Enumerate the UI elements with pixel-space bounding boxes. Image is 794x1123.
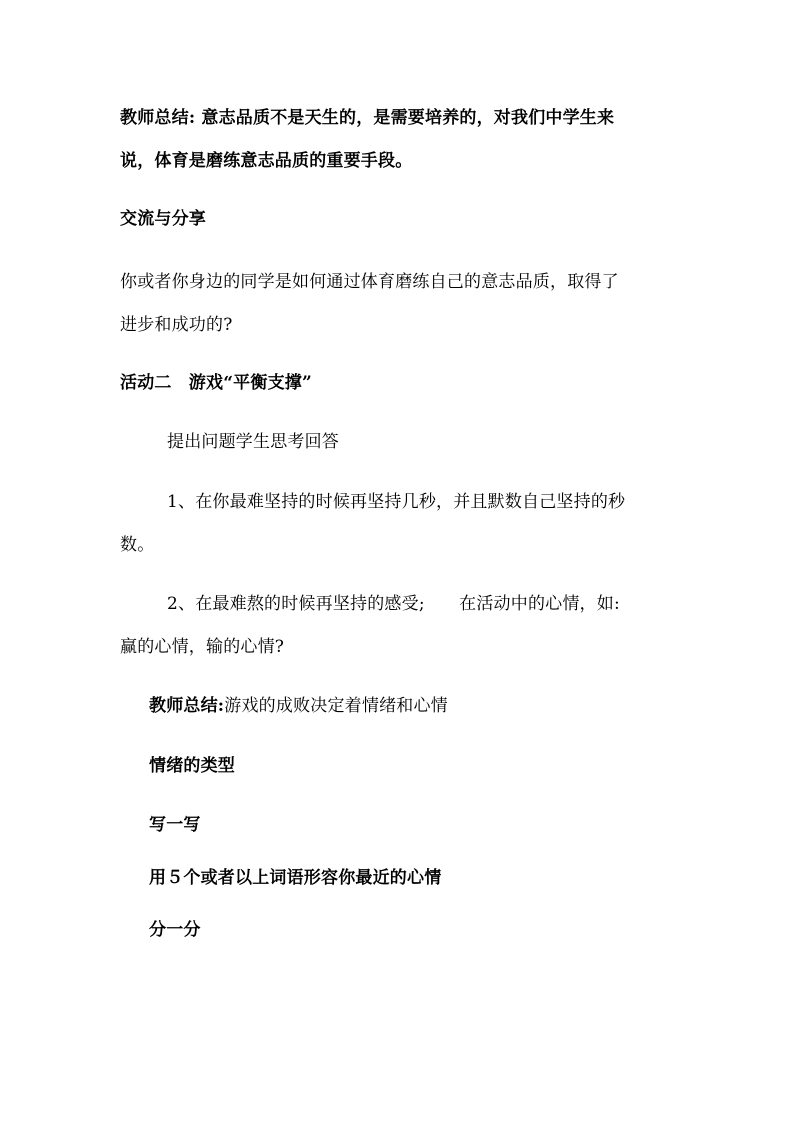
exchange-question-line-2: 进步和成功的? [120, 315, 233, 335]
teacher-summary-line-1 [120, 108, 614, 128]
write-heading: 写一写 [149, 815, 201, 835]
exchange-question-line-1: 你或者你身边的同学是如何通过体育磨练自己的意志品质，取得了 [120, 272, 619, 292]
teacher-summary-line-2: 说，体育是磨练意志品质的重要手段。 [120, 151, 413, 171]
teacher-summary-text: : 意志品质不是天生的，是需要培养的，对我们中学生来 [188, 108, 615, 128]
emotion-types-heading: 情绪的类型 [149, 756, 235, 776]
question-1-line-1: 1、在你最难坚持的时候再坚持几秒，并且默数自己坚持的秒 [167, 492, 626, 512]
teacher-summary-label: 教师总结 [120, 108, 189, 128]
teacher-summary-2 [149, 696, 448, 716]
question-2-line-1: 2、在最难熬的时候再坚持的感受; 在活动中的心情，如: [167, 594, 620, 614]
section-heading-exchange: 交流与分享 [120, 209, 206, 229]
question-2-line-2: 赢的心情，输的心情? [120, 637, 285, 657]
teacher-summary-2-label: 教师总结: [149, 696, 225, 716]
prompt-text: 提出问题学生思考回答 [167, 432, 339, 452]
categorize-heading: 分一分 [149, 920, 201, 940]
activity-two-heading: 活动二 游戏“平衡支撑” [120, 373, 312, 393]
question-1-line-2: 数。 [120, 535, 155, 555]
teacher-summary-2-text: 游戏的成败决定着情绪和心情 [224, 696, 448, 716]
describe-mood-heading: 用５个或者以上词语形容你最近的心情 [149, 868, 442, 888]
